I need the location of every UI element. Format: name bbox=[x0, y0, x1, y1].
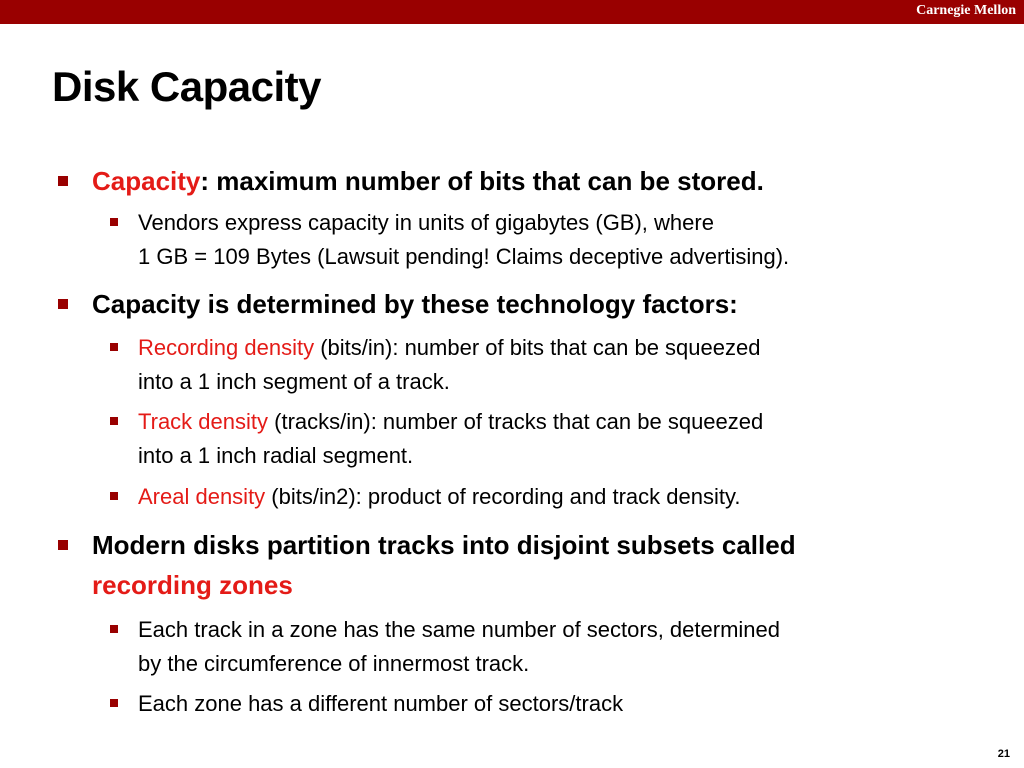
square-bullet-icon bbox=[110, 417, 118, 425]
subbullet-areal-density bbox=[138, 480, 740, 514]
subbullet-highlight: Areal density bbox=[138, 484, 266, 509]
bullet-highlight: Capacity bbox=[92, 166, 201, 196]
bullet-text: : maximum number of bits that can be stored. bbox=[200, 166, 764, 196]
square-bullet-icon bbox=[110, 625, 118, 633]
subbullet-recording-density bbox=[138, 331, 760, 399]
subbullet-line: 1 GB = 109 Bytes (Lawsuit pending! Claims deceptive advertising). bbox=[138, 244, 790, 269]
subbullet-highlight: Recording density bbox=[138, 335, 315, 360]
square-bullet-icon bbox=[58, 176, 68, 186]
subbullet-line: Each zone has a different number of sectors/track bbox=[138, 691, 624, 716]
square-bullet-icon bbox=[58, 540, 68, 550]
bullet-technology-factors bbox=[92, 284, 738, 324]
bullet-highlight: recording zones bbox=[92, 570, 293, 600]
bullet-recording-zones bbox=[92, 525, 796, 605]
page-number: 21 bbox=[997, 748, 1010, 760]
slide-title: Disk Capacity bbox=[52, 63, 321, 110]
subbullet-vendors bbox=[138, 206, 789, 274]
subbullet-line: (bits/in2): product of recording and track density. bbox=[265, 484, 741, 509]
square-bullet-icon bbox=[110, 218, 118, 226]
bullet-capacity bbox=[92, 161, 764, 201]
subbullet-line: into a 1 inch segment of a track. bbox=[138, 369, 450, 394]
subbullet-zone-sectors bbox=[138, 687, 623, 721]
subbullet-highlight: Track density bbox=[138, 409, 269, 434]
square-bullet-icon bbox=[110, 343, 118, 351]
bullet-text: Capacity is determined by these technology factors: bbox=[92, 289, 738, 319]
subbullet-line: Vendors express capacity in units of gigabytes (GB), where bbox=[138, 210, 714, 235]
subbullet-line: Each track in a zone has the same number of sectors, determined bbox=[138, 617, 780, 642]
subbullet-line: (bits/in): number of bits that can be squeezed bbox=[314, 335, 761, 360]
subbullet-line: by the circumference of innermost track. bbox=[138, 651, 530, 676]
subbullet-track-density bbox=[138, 405, 763, 473]
subbullet-sectors-per-track bbox=[138, 613, 780, 681]
subbullet-line: (tracks/in): number of tracks that can be squeezed bbox=[268, 409, 764, 434]
bullet-text: Modern disks partition tracks into disjoint subsets called bbox=[92, 530, 796, 560]
square-bullet-icon bbox=[110, 699, 118, 707]
brand-label: Carnegie Mellon bbox=[916, 3, 1016, 18]
subbullet-line: into a 1 inch radial segment. bbox=[138, 443, 414, 468]
square-bullet-icon bbox=[110, 492, 118, 500]
square-bullet-icon bbox=[58, 299, 68, 309]
